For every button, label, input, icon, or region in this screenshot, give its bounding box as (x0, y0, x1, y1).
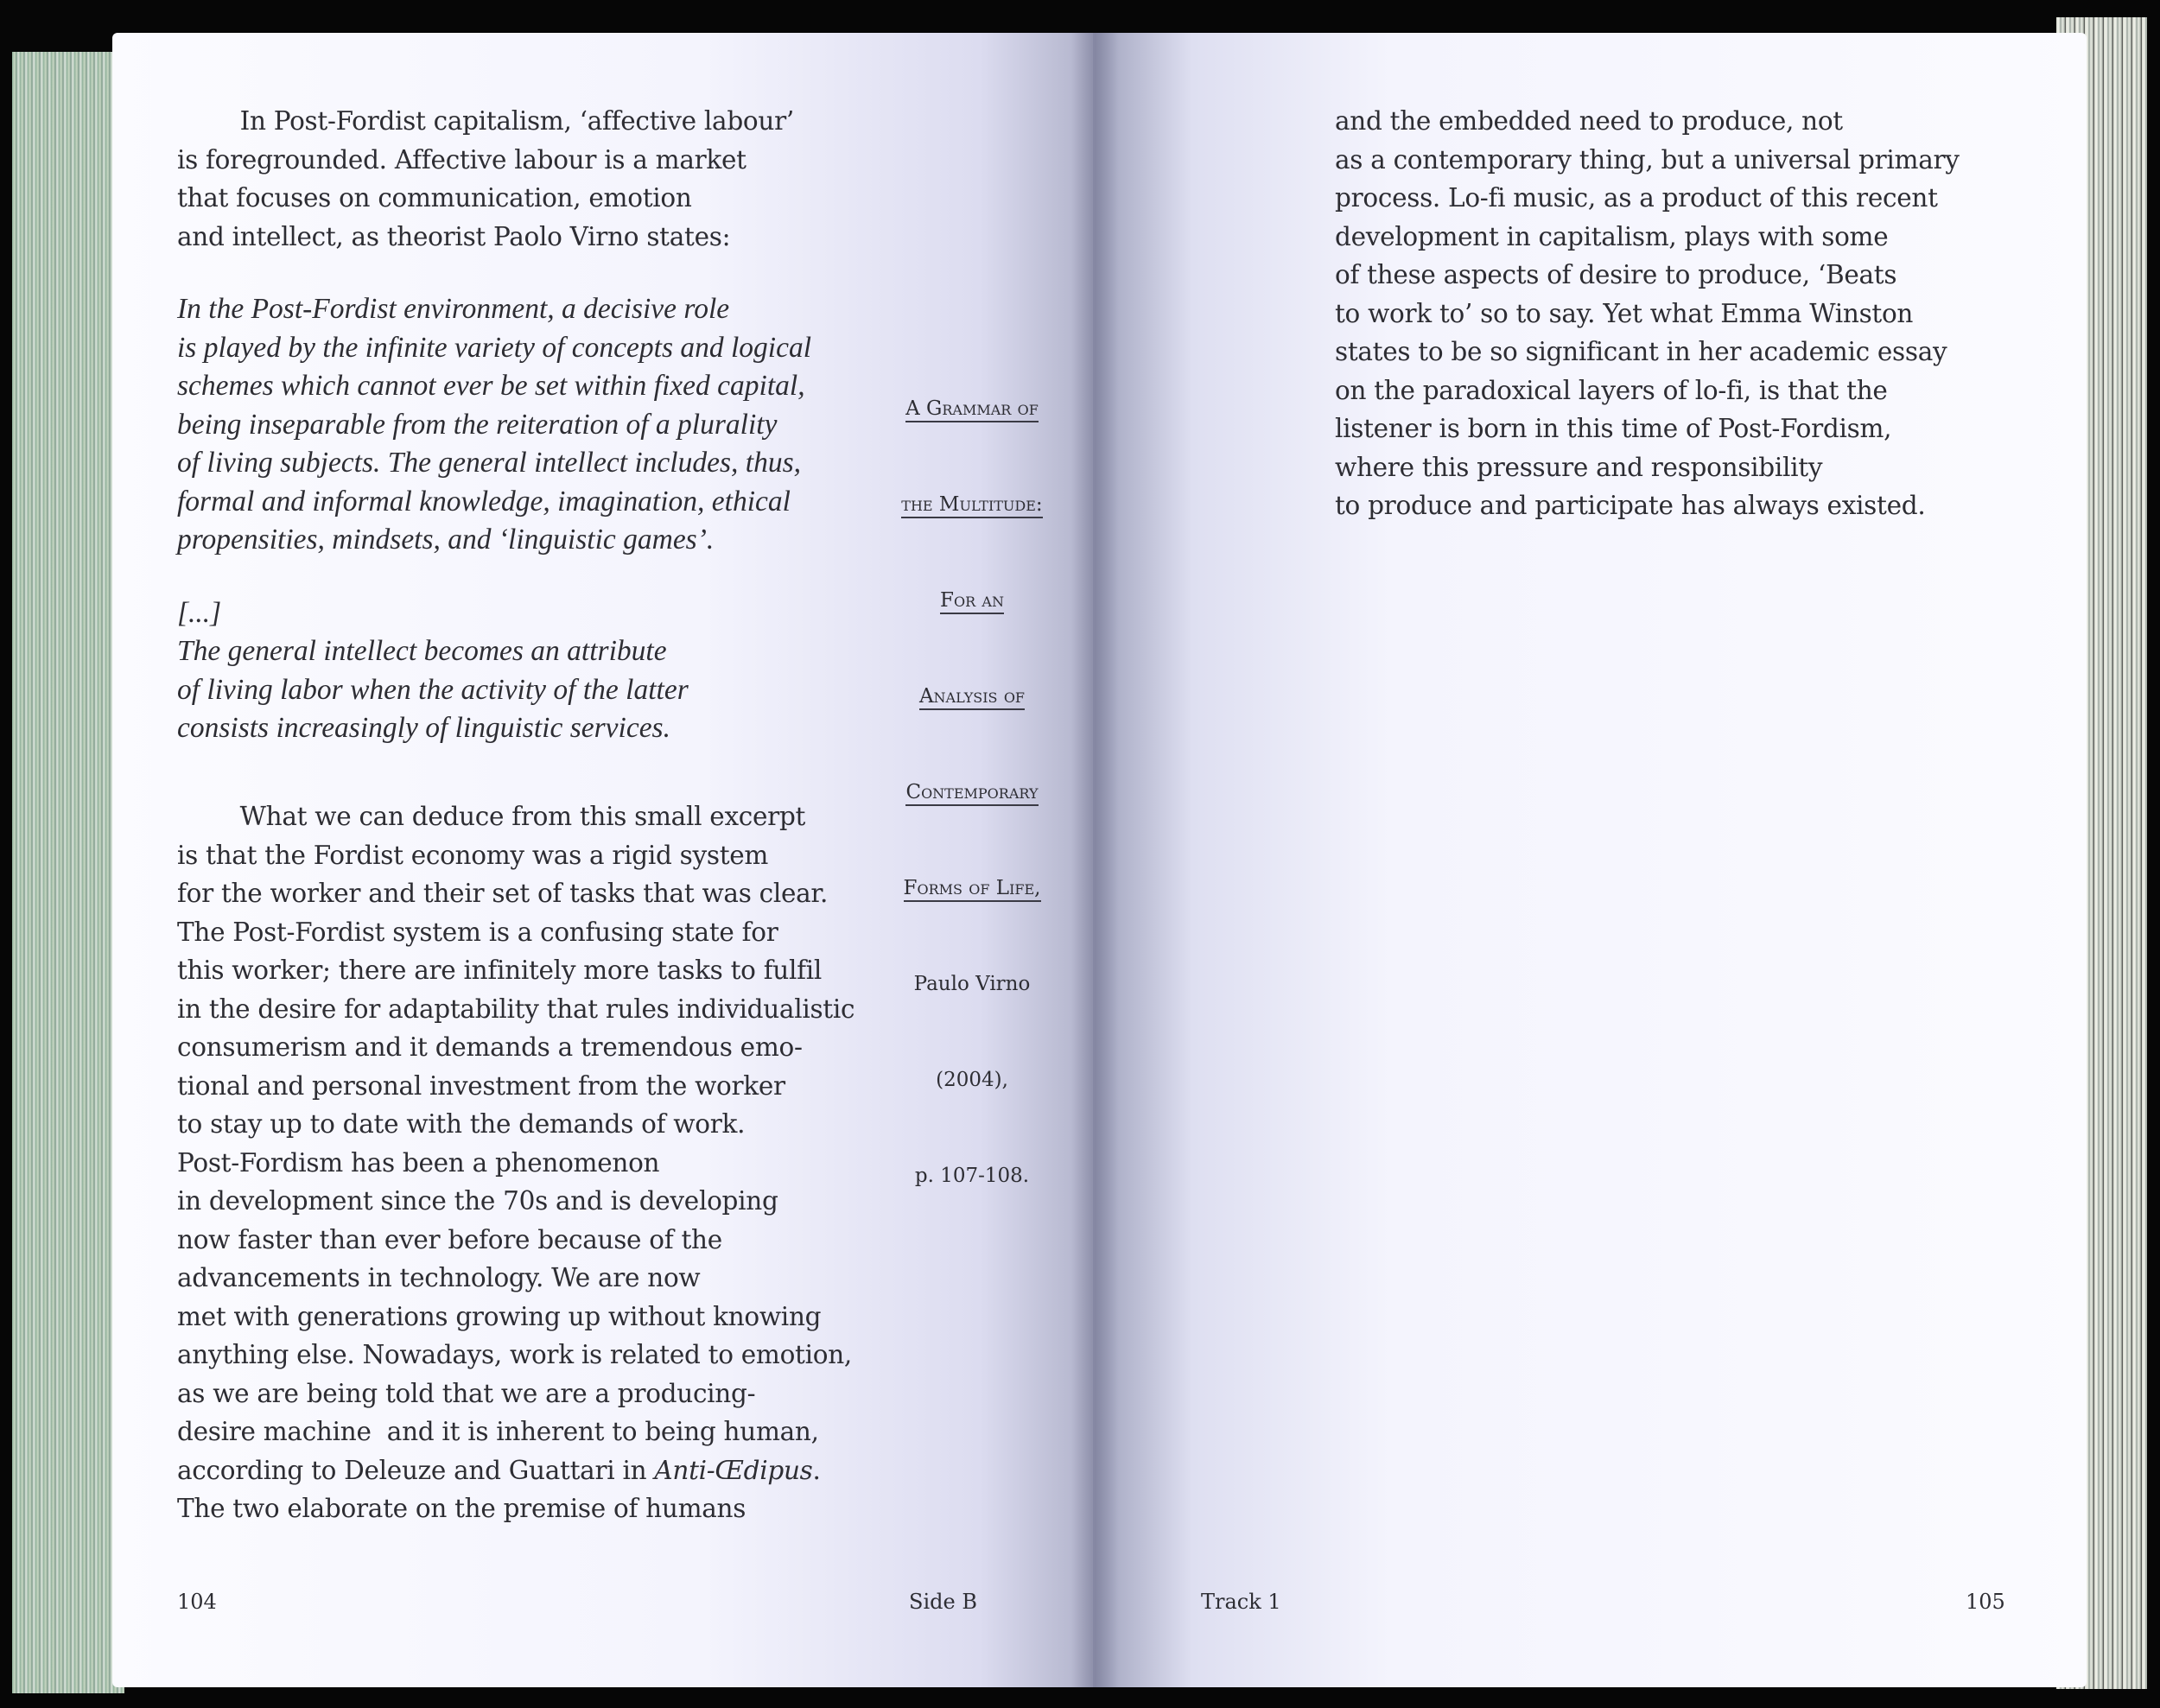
paragraph-main-text: What we can deduce from this small excerpt is that the Fordist economy was a rigid system for the worker and their set of tasks that was clear. The Post-Fordist system is a confusing state for this worker; there are infinitely more tasks to fulfil in the desire for adaptability that rules individualistic consumerism and it demands a tremendous emo- tional and personal investment from the worker to stay up to date with the demands of work. Post-Fordism has been a phenomenon in development since the 70s and is developing now faster than ever before because of the advancements in technology. We are now met with generations growing up without knowing anything else. Nowadays, work is related to emotion, as we are being told that we are a producing- desire machine and it is inherent to being human, according to Deleuze and Guattari in (177, 802, 855, 1485)
spine-gutter-shadow (1071, 33, 1119, 1687)
left-running-footer: Side B (909, 1590, 977, 1614)
citation-title-line-1: A Grammar of (816, 393, 1128, 425)
quote-ellipsis: [...] (177, 597, 222, 629)
right-running-footer: Track 1 (1201, 1590, 1281, 1614)
citation-pages: p. 107-108. (914, 1165, 1030, 1187)
virno-quote-part-1: In the Post-Fordist environment, a decisive role is played by the infinite variety of concepts and logical schemes which cannot ever be set within fixed capital, being inseparable from the reiteration of a plurality of living subjects. The general intellect includes, thus, formal and informal knowledge, imagination, ethical propensities, mindsets, and ‘linguistic games’. (177, 293, 812, 556)
left-paragraph-main (177, 797, 854, 1528)
right-paragraph: and the embedded need to produce, not as a contemporary thing, but a universal primary process. Lo-fi music, as a product of this recent development in capitalism, plays with some of these aspects of desire to produce, ‘Beats to work to’ so to say. Yet what Emma Winston states to be so significant in her academic essay on the paradoxical layers of lo-fi, is that the listener is born in this time of Post-Fordism, where this pressure and responsibility to produce and participate has always existed. (1335, 106, 1960, 520)
left-page-edges (12, 52, 124, 1693)
citation-title-line-3: For an (816, 585, 1128, 617)
right-page (1093, 33, 2087, 1687)
left-paragraph-intro: In Post-Fordist capitalism, ‘affective labour’ is foregrounded. Affective labour is a market that focuses on communication, emotion and intellect, as theorist Paolo Virno states: (177, 106, 794, 251)
citation-year: (2004), (936, 1069, 1008, 1091)
right-page-number: 105 (1966, 1590, 2005, 1614)
left-page (112, 33, 1097, 1687)
anti-oedipus-title: Anti-Œdipus (654, 1455, 813, 1485)
paragraph-main-period: . (812, 1455, 821, 1485)
left-page-number: 104 (177, 1590, 217, 1614)
citation-title-line-4: Analysis of (816, 681, 1128, 713)
citation-title-line-2: the Multitude: (816, 489, 1128, 521)
paragraph-main-last-line: The two elaborate on the premise of humans (177, 1494, 746, 1523)
virno-quote-part-2: The general intellect becomes an attribute of living labor when the activity of the latter consists increasingly of linguistic services. (177, 635, 689, 744)
citation-author: Paulo Virno (913, 973, 1031, 995)
citation-title-line-5: Contemporary (816, 777, 1128, 809)
citation-title-line-6: Forms of Life, (816, 873, 1128, 905)
